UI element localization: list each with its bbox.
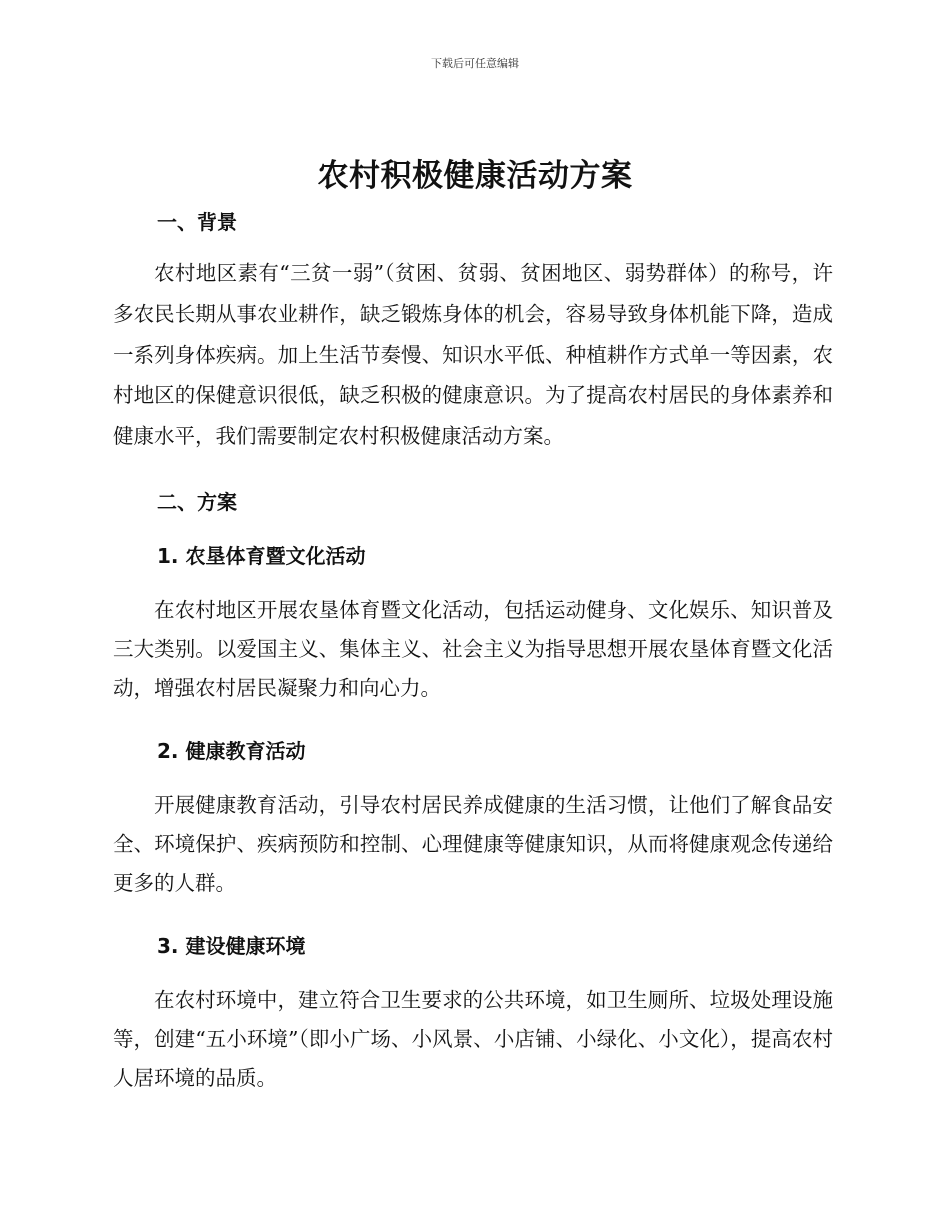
document-title: 农村积极健康活动方案 (317, 158, 633, 194)
section-heading-background: 一、背景 (157, 210, 237, 234)
paragraph-item-2: 开展健康教育活动，引导农村居民养成健康的生活习惯，让他们了解食品安全、环境保护、疾病预防和控制、心理健康等健康知识，从而将健康观念传递给更多的人群。 (113, 793, 833, 895)
paragraph-item-1: 在农村地区开展农垦体育暨文化活动，包括运动健身、文化娱乐、知识普及三大类别。以爱国主义、集体主义、社会主义为指导思想开展农垦体育暨文化活动，增强农村居民凝聚力和向心力。 (113, 598, 833, 700)
item-heading-2: 2. 健康教育活动 (157, 739, 306, 763)
section-heading-plan: 二、方案 (157, 490, 237, 514)
paragraph-item-3: 在农村环境中，建立符合卫生要求的公共环境，如卫生厕所、垃圾处理设施等，创建“五小环境”（即小广场、小风景、小店铺、小绿化、小文化），提高农村人居环境的品质。 (113, 988, 833, 1090)
paragraph-background: 农村地区素有“三贫一弱”（贫困、贫弱、贫困地区、弱势群体）的称号，许多农民长期从事农业耕作，缺乏锻炼身体的机会，容易导致身体机能下降，造成一系列身体疾病。加上生活节奏慢、知识水平低、种植耕作方式单一等因素，农村地区的保健意识很低，缺乏积极的健康意识。为了提高农村居民的身体素养和健康水平，我们需要制定农村积极健康活动方案。 (113, 261, 833, 449)
item-heading-1: 1. 农垦体育暨文化活动 (157, 544, 366, 568)
header-note: 下载后可任意编辑 (431, 57, 519, 70)
item-heading-3: 3. 建设健康环境 (157, 934, 306, 958)
